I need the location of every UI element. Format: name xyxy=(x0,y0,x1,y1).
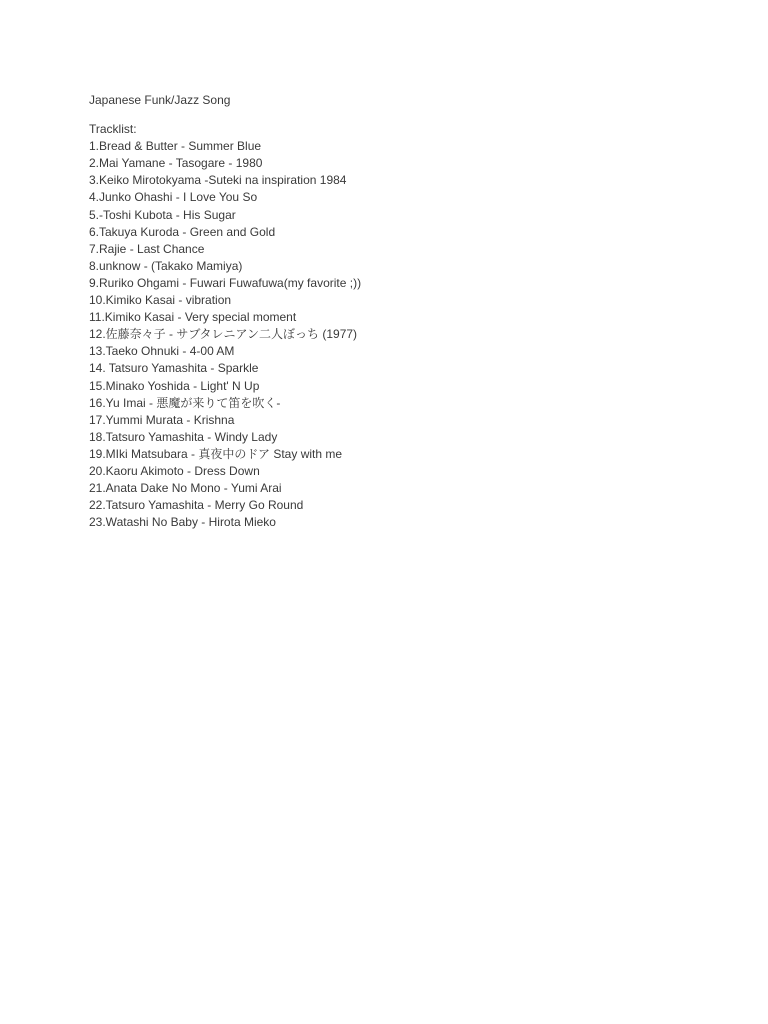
track-item: 12.佐藤奈々子 - サブタレニアン二人ぼっち (1977) xyxy=(89,327,358,342)
track-item: 13.Taeko Ohnuki - 4-00 AM xyxy=(89,344,235,359)
document-title: Japanese Funk/Jazz Song xyxy=(89,93,231,107)
track-item: 23.Watashi No Baby - Hirota Mieko xyxy=(89,515,276,530)
track-item: 20.Kaoru Akimoto - Dress Down xyxy=(89,463,260,478)
track-item: 5.-Toshi Kubota - His Sugar xyxy=(89,207,236,222)
track-item: 16.Yu Imai - 悪魔が来りて笛を吹く- xyxy=(89,395,281,410)
track-item: 7.Rajie - Last Chance xyxy=(89,241,205,256)
track-item: 8.unknow - (Takako Mamiya) xyxy=(89,258,243,273)
track-item: 3.Keiko Mirotokyama -Suteki na inspiration 1984 xyxy=(89,173,347,188)
track-item: 19.MIki Matsubara - 真夜中のドア Stay with me xyxy=(89,446,343,461)
track-item: 11.Kimiko Kasai - Very special moment xyxy=(89,310,297,325)
track-item: 9.Ruriko Ohgami - Fuwari Fuwafuwa(my favorite ;)) xyxy=(89,275,362,290)
track-item: 2.Mai Yamane - Tasogare - 1980 xyxy=(89,156,263,171)
document-text-block xyxy=(89,92,689,531)
track-item: 15.Minako Yoshida - Light' N Up xyxy=(89,378,260,393)
track-item: 14. Tatsuro Yamashita - Sparkle xyxy=(89,361,259,376)
track-item: 1.Bread & Butter - Summer Blue xyxy=(89,139,262,154)
tracklist-label: Tracklist: xyxy=(89,122,137,137)
track-item: 17.Yummi Murata - Krishna xyxy=(89,412,235,427)
track-item: 22.Tatsuro Yamashita - Merry Go Round xyxy=(89,498,304,513)
track-item: 10.Kimiko Kasai - vibration xyxy=(89,293,232,308)
track-item: 18.Tatsuro Yamashita - Windy Lady xyxy=(89,429,278,444)
track-item: 4.Junko Ohashi - I Love You So xyxy=(89,190,258,205)
track-item: 6.Takuya Kuroda - Green and Gold xyxy=(89,224,276,239)
track-item: 21.Anata Dake No Mono - Yumi Arai xyxy=(89,481,282,496)
tracklist xyxy=(89,138,689,531)
